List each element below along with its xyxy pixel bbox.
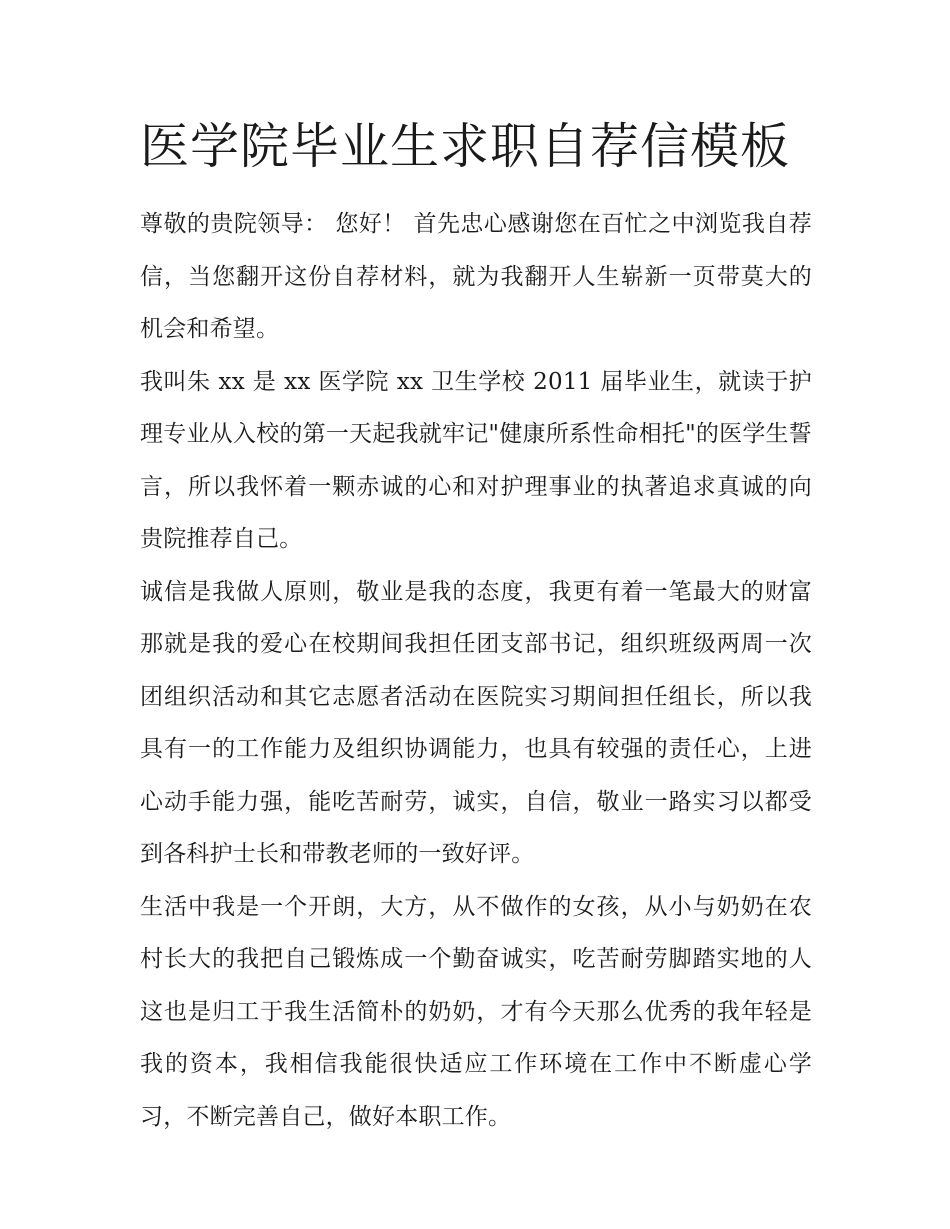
paragraph-greeting: 尊敬的贵院领导： 您好！ 首先忠心感谢您在百忙之中浏览我自荐信，当您翻开这份自荐材料，就为我翻开人生崭新一页带莫大的机会和希望。	[140, 211, 812, 342]
document-body	[140, 198, 812, 1143]
paragraph-introduction: 我叫朱 xx 是 xx 医学院 xx 卫生学校 2011 届毕业生，就读于护理专业从入校的第一天起我就牢记"健康所系性命相托"的医学生誓言，所以我怀着一颗赤诚的心和对护理事业的执著追求真诚的向贵院推荐自己。	[140, 368, 812, 552]
paragraph-qualities: 诚信是我做人原则，敬业是我的态度，我更有着一笔最大的财富那就是我的爱心在校期间我担任团支部书记，组织班级两周一次团组织活动和其它志愿者活动在医院实习期间担任组长，所以我具有一的工作能力及组织协调能力，也具有较强的责任心，上进心动手能力强，能吃苦耐劳，诚实，自信，敬业一路实习以都受到各科护士长和带教老师的一致好评。	[140, 578, 812, 867]
paragraph-personal-life: 生活中我是一个开朗，大方，从不做作的女孩，从小与奶奶在农村长大的我把自己锻炼成一个勤奋诚实，吃苦耐劳脚踏实地的人这也是归工于我生活简朴的奶奶，才有今天那么优秀的我年轻是我的资本，我相信我能很快适应工作环境在工作中不断虚心学习，不断完善自己，做好本职工作。	[140, 893, 812, 1130]
document-title: 医学院毕业生求职自荐信模板	[140, 118, 791, 175]
